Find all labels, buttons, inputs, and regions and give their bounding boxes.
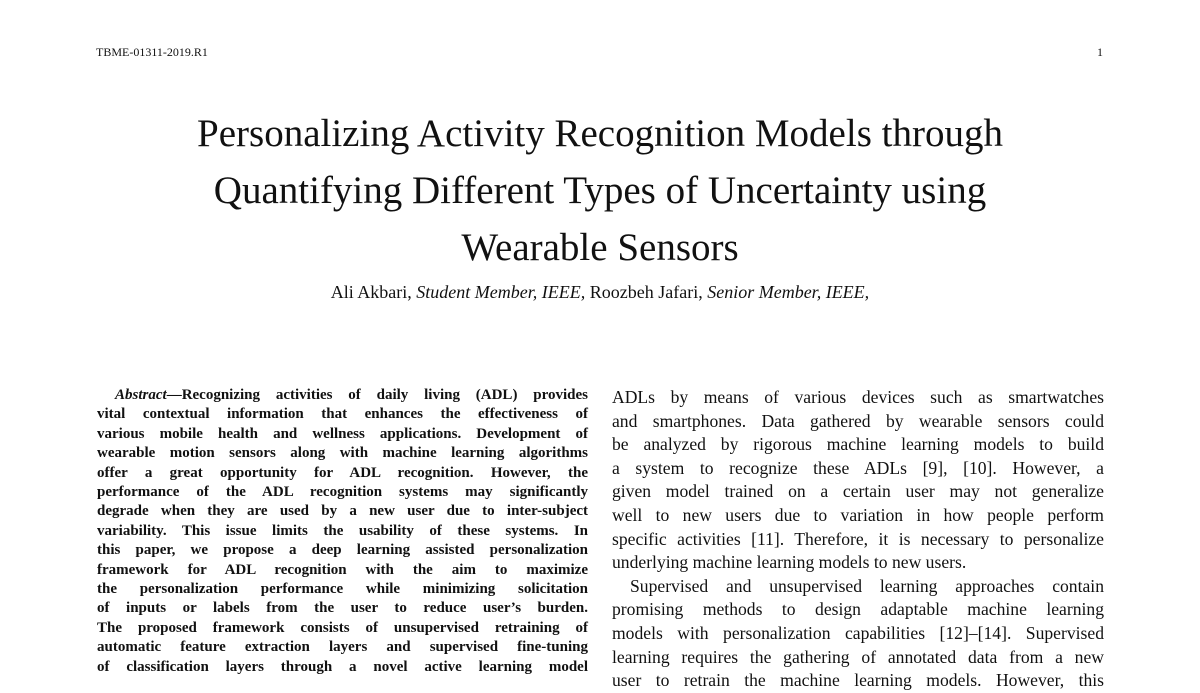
abstract-line: performance of the ADL recognition systems may significantly [97, 484, 588, 501]
paper-title [60, 105, 1140, 276]
abstract-line: degrade when they are used by a new user due to inter-subject [97, 503, 588, 520]
abstract-line [97, 386, 588, 405]
abstract-line: the personalization performance while minimizing solicitation [97, 581, 588, 598]
body-line: Supervised and unsupervised learning approaches contain [630, 575, 1104, 596]
author-role: Student Member, IEEE, [416, 282, 586, 302]
title-line: Quantifying Different Types of Uncertainty using [213, 169, 987, 212]
abstract-line: offer a great opportunity for ADL recognition. However, the [97, 464, 588, 481]
abstract-line: of inputs or labels from the user to reduce user’s burden. [97, 600, 588, 617]
abstract-text: —Recognizing activities of daily living (ADL) provides [166, 387, 588, 403]
author-role: Senior Member, IEEE, [707, 282, 870, 302]
abstract-line: framework for ADL recognition with the aim to maximize [97, 561, 588, 578]
body-line: promising methods to design adaptable machine learning [612, 599, 1104, 620]
body-line: specific activities [11]. Therefore, it is necessary to personalize [612, 528, 1104, 549]
body-line: ADLs by means of various devices such as smartwatches [612, 387, 1104, 407]
abstract [97, 386, 588, 677]
author-name: Roozbeh Jafari, [589, 282, 703, 302]
body-line: learning requires the gathering of annotated data from a new [612, 646, 1104, 667]
author-name: Ali Akbari, [330, 282, 412, 302]
author-list [100, 282, 1100, 303]
abstract-line: The proposed framework consists of unsupervised retraining of [97, 619, 588, 636]
running-header: TBME-01311-2019.R1 [96, 45, 208, 59]
abstract-line: automatic feature extraction layers and supervised fine-tuning [97, 639, 588, 656]
abstract-line: wearable motion sensors along with machine learning algorithms [97, 445, 588, 462]
title-line: Wearable Sensors [461, 226, 739, 269]
body-line: models with personalization capabilities [12]–[14]. Supervised [612, 622, 1104, 643]
page-number: 1 [1097, 45, 1103, 59]
body-line: and smartphones. Data gathered by wearable sensors could [612, 410, 1104, 431]
body-text-column [612, 386, 1104, 693]
abstract-label: Abstract [115, 387, 167, 403]
body-line: a system to recognize these ADLs [9], [10]. However, a [612, 457, 1104, 478]
body-line: user to retrain the machine learning models. However, this [612, 670, 1104, 691]
abstract-line: this paper, we propose a deep learning assisted personalization [97, 542, 588, 559]
abstract-line: of classification layers through a novel active learning model [97, 658, 588, 675]
body-line: be analyzed by rigorous machine learning models to build [612, 434, 1104, 455]
body-line: given model trained on a certain user may not generalize [612, 481, 1104, 502]
abstract-line: vital contextual information that enhances the effectiveness of [97, 406, 588, 423]
abstract-line: variability. This issue limits the usability of these systems. In [97, 522, 588, 539]
body-line: underlying machine learning models to new users. [612, 552, 967, 573]
abstract-line: various mobile health and wellness applications. Development of [97, 425, 588, 442]
body-line: well to new users due to variation in how people perform [612, 504, 1104, 525]
title-line: Personalizing Activity Recognition Models through [197, 112, 1003, 155]
